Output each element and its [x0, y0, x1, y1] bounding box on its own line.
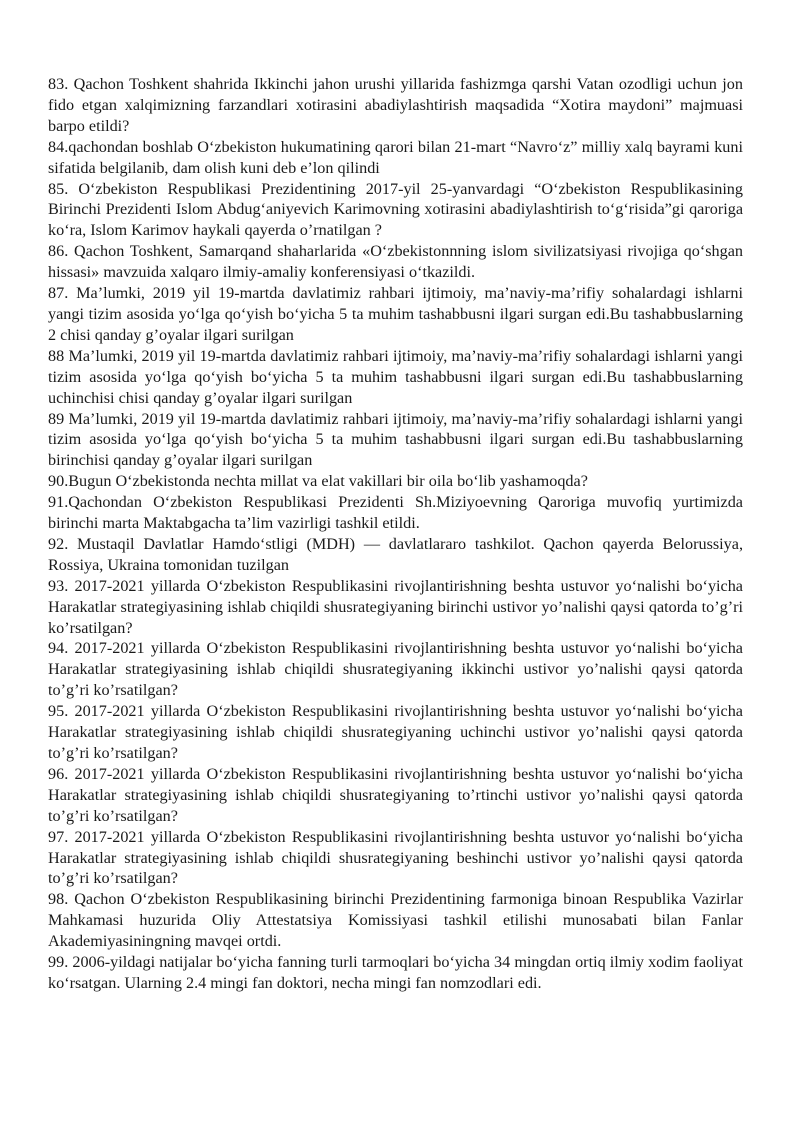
- question-84: 84.qachondan boshlab O‘zbekiston hukumatining qarori bilan 21-mart “Navro‘z” milliy xalq bayrami kuni sifatida belgilanib, dam olish kuni deb e’lon qilindi: [48, 137, 743, 177]
- question-86: 86. Qachon Toshkent, Samarqand shaharlarida «O‘zbekistonnning islom sivilizatsiyasi rivojiga qo‘shgan hissasi» mavzuida xalqaro ilmiy-amaliy konferensiyasi o‘tkazildi.: [48, 242, 743, 282]
- question-85: 85. O‘zbekiston Respublikasi Prezidentining 2017-yil 25-yanvardagi “O‘zbekiston Respublikasining Birinchi Prezidenti Islom Abdug‘aniyevich Karimovning xotirasini abadiylashtirish to‘g‘risida”gi qaroriga ko‘ra, Islom Karimov haykali qayerda o’rnatilgan ?: [48, 179, 743, 240]
- question-88: 88 Ma’lumki, 2019 yil 19-martda davlatimiz rahbari ijtimoiy, ma’naviy-ma’rifiy sohalardagi ishlarni yangi tizim asosida yo‘lga qo‘yish bo‘yicha 5 ta muhim tashabbusni ilgari surgan edi.Bu tashabbuslarning uchinchisi chisi qanday g’oyalar ilgari surilgan: [48, 346, 743, 407]
- question-87: 87. Ma’lumki, 2019 yil 19-martda davlatimiz rahbari ijtimoiy, ma’naviy-ma’rifiy sohalardagi ishlarni yangi tizim asosida yo‘lga qo‘yish bo‘yicha 5 ta muhim tashabbusni ilgari surgan edi.Bu tashabbuslarning 2 chisi qanday g’oyalar ilgari surilgan: [48, 284, 743, 344]
- question-98: 98. Qachon O‘zbekiston Respublikasining birinchi Prezidentining farmoniga binoan Respublika Vazirlar Mahkamasi huzurida Oliy Attestatsiya Komissiyasi tashkil etilishi munosabati bilan Fanlar Akademiyasiningning mavqei ortdi.: [48, 890, 743, 951]
- question-91: 91.Qachondan O‘zbekiston Respublikasi Prezidenti Sh.Miziyoevning Qaroriga muvofiq yurtimizda birinchi marta Maktabgacha ta’lim vazirligi tashkil etildi.: [48, 493, 743, 533]
- document-page: [48, 74, 743, 994]
- question-92: 92. Mustaqil Davlatlar Hamdo‘stligi (MDH) — davlatlararo tashkilot. Qachon qayerda Belorussiya, Rossiya, Ukraina tomonidan tuzilgan: [48, 534, 743, 574]
- question-90: 90.Bugun O‘zbekistonda nechta millat va elat vakillari bir oila bo‘lib yashamoqda?: [48, 472, 588, 491]
- question-93: 93. 2017-2021 yillarda O‘zbekiston Respublikasini rivojlantirishning beshta ustuvor yo‘nalishi bo‘yicha Harakatlar strategiyasining ishlab chiqildi shusrategiyaning birinchi ustivor yo’nalishi qaysi qatorda to’g’ri ko’rsatilgan?: [48, 576, 743, 637]
- question-89: 89 Ma’lumki, 2019 yil 19-martda davlatimiz rahbari ijtimoiy, ma’naviy-ma’rifiy sohalardagi ishlarni yangi tizim asosida yo‘lga qo‘yish bo‘yicha 5 ta muhim tashabbusni ilgari surgan edi.Bu tashabbuslarning birinchisi qanday g’oyalar ilgari surilgan: [48, 409, 743, 470]
- question-95: 95. 2017-2021 yillarda O‘zbekiston Respublikasini rivojlantirishning beshta ustuvor yo‘nalishi bo‘yicha Harakatlar strategiyasining ishlab chiqildi shusrategiyaning uchinchi ustivor yo’nalishi qaysi qatorda to’g’ri ko’rsatilgan?: [48, 702, 743, 762]
- question-99: 99. 2006-yildagi natijalar bo‘yicha fanning turli tarmoqlari bo‘yicha 34 mingdan ortiq ilmiy xodim faoliyat ko‘rsatgan. Ularning 2.4 mingi fan doktori, necha mingi fan nomzodlari edi.: [48, 953, 743, 992]
- question-96: 96. 2017-2021 yillarda O‘zbekiston Respublikasini rivojlantirishning beshta ustuvor yo‘nalishi bo‘yicha Harakatlar strategiyasining ishlab chiqildi shusrategiyaning to’rtinchi ustivor yo’nalishi qaysi qatorda to’g’ri ko’rsatilgan?: [48, 764, 743, 825]
- question-97: 97. 2017-2021 yillarda O‘zbekiston Respublikasini rivojlantirishning beshta ustuvor yo‘nalishi bo‘yicha Harakatlar strategiyasining ishlab chiqildi shusrategiyaning beshinchi ustivor yo’nalishi qaysi qatorda to’g’ri ko’rsatilgan?: [48, 827, 743, 888]
- question-94: 94. 2017-2021 yillarda O‘zbekiston Respublikasini rivojlantirishning beshta ustuvor yo‘nalishi bo‘yicha Harakatlar strategiyasining ishlab chiqildi shusrategiyaning ikkinchi ustivor yo’nalishi qaysi qatorda to’g’ri ko’rsatilgan?: [48, 639, 743, 700]
- question-83: 83. Qachon Toshkent shahrida Ikkinchi jahon urushi yillarida fashizmga qarshi Vatan ozodligi uchun jon fido etgan xalqimizning farzandlari xotirasini abadiylashtirish maqsadida “Xotira maydoni” majmuasi barpo etildi?: [48, 75, 743, 135]
